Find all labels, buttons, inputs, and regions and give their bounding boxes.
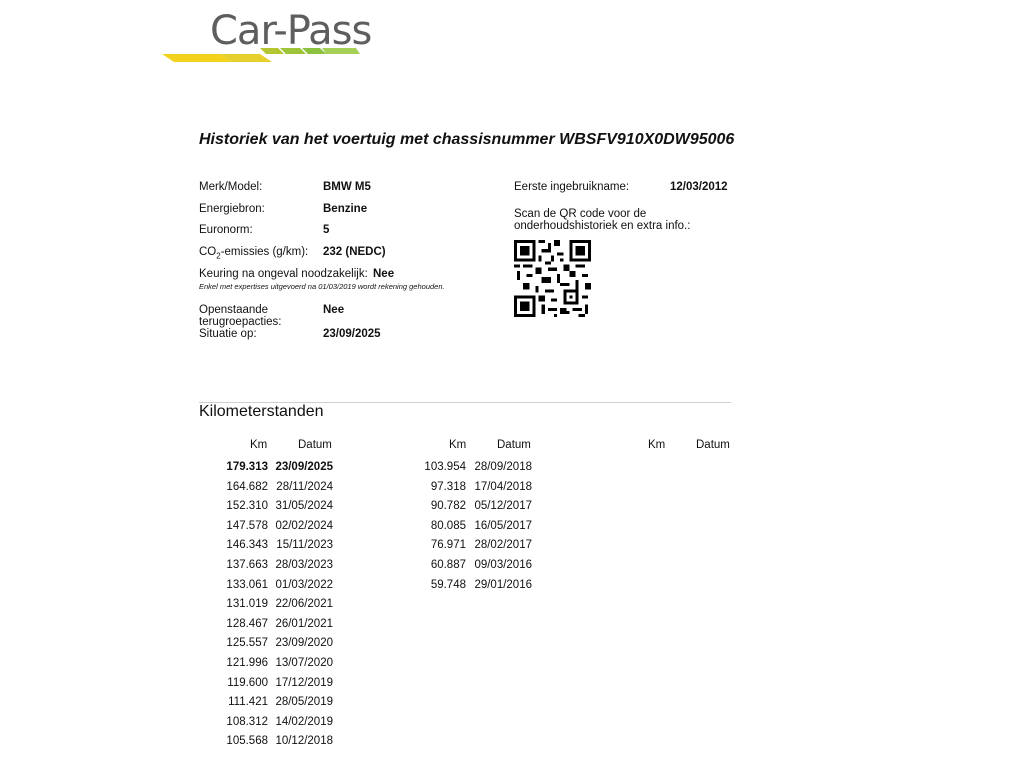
km-value: 133.061	[226, 578, 268, 591]
km-value: 59.748	[430, 578, 466, 591]
accident-label: Keuring na ongeval noodzakelijk:	[199, 268, 368, 280]
km-date: 17/12/2019	[275, 676, 333, 689]
km-date: 01/03/2022	[275, 578, 333, 591]
logo-text: Car-Pass	[210, 8, 372, 54]
km-value: 164.682	[226, 480, 268, 493]
km-value: 80.085	[430, 519, 466, 532]
km-value: 90.782	[430, 500, 466, 513]
km-value: 152.310	[226, 500, 268, 513]
km-date: 28/03/2023	[275, 559, 333, 571]
accident-value: Nee	[373, 268, 395, 280]
km-date: 14/02/2019	[275, 715, 333, 728]
recall-value: Nee	[323, 304, 345, 316]
km-date: 26/01/2021	[275, 617, 333, 630]
km-value: 131.019	[226, 598, 268, 611]
km-value: 121.996	[226, 657, 268, 669]
km-value: 105.568	[226, 735, 268, 748]
km-value: 147.578	[226, 519, 268, 532]
km-section-title: Kilometerstanden	[199, 403, 324, 420]
col1-km-header: Km	[250, 439, 268, 451]
km-date: 09/03/2016	[474, 559, 532, 571]
col3-date-header: Datum	[696, 439, 730, 451]
col1-date-header: Datum	[298, 439, 332, 451]
col3-km-header: Km	[648, 439, 666, 451]
km-date: 15/11/2023	[276, 539, 333, 552]
km-date: 29/01/2016	[474, 578, 532, 591]
km-date: 22/06/2021	[275, 598, 333, 611]
make-model-value: BMW M5	[323, 181, 371, 193]
km-date: 13/07/2020	[275, 657, 333, 669]
km-value: 97.318	[430, 480, 466, 493]
energy-value: Benzine	[323, 203, 368, 215]
km-value: 111.421	[228, 696, 268, 709]
km-date: 23/09/2025	[275, 461, 333, 473]
page-title: Historiek van het voertuig met chassisnummer WBSFV910X0DW95006	[199, 131, 735, 148]
co2-value: 232 (NEDC)	[323, 246, 386, 258]
km-date: 28/05/2019	[275, 696, 333, 709]
km-value: 119.600	[227, 676, 268, 689]
situation-value: 23/09/2025	[323, 328, 381, 340]
situation-label: Situatie op:	[199, 328, 257, 340]
km-value: 179.313	[226, 461, 268, 473]
first-registration-value: 12/03/2012	[670, 181, 728, 193]
euronorm-value: 5	[323, 224, 330, 236]
km-value: 60.887	[430, 559, 466, 571]
accident-note: Enkel met expertises uitgevoerd na 01/03/2019 wordt rekening gehouden.	[199, 282, 445, 291]
km-value: 76.971	[430, 539, 466, 552]
col2-km-header: Km	[449, 439, 467, 451]
recall-label-1: Openstaande	[199, 304, 269, 316]
km-date: 28/11/2024	[276, 480, 333, 493]
first-registration-label: Eerste ingebruikname:	[514, 181, 630, 193]
km-value: 125.557	[226, 637, 268, 650]
km-date: 02/02/2024	[275, 519, 333, 532]
euronorm-label: Euronorm:	[199, 224, 253, 236]
km-date: 23/09/2020	[275, 637, 333, 650]
recall-label-2: terugroepacties:	[199, 316, 282, 328]
km-value: 128.467	[226, 617, 268, 630]
km-date: 17/04/2018	[474, 480, 532, 493]
co2-label: $CO_2$-emissies (g/km):	[199, 246, 309, 261]
km-value: 137.663	[226, 559, 268, 571]
make-model-label: Merk/Model:	[199, 181, 263, 193]
qr-code[interactable]	[514, 240, 591, 317]
km-date: 16/05/2017	[474, 519, 532, 532]
km-date: 05/12/2017	[474, 500, 532, 513]
car-pass-logo	[160, 8, 372, 68]
km-date: 28/02/2017	[474, 539, 532, 552]
energy-label: Energiebron:	[199, 203, 265, 215]
km-date: 28/09/2018	[474, 461, 532, 473]
km-date: 10/12/2018	[275, 735, 333, 748]
km-value: 146.343	[226, 539, 268, 552]
col2-date-header: Datum	[497, 439, 531, 451]
km-value: 103.954	[424, 461, 466, 473]
qr-instruction: Scan de QR code voor de onderhoudshistoriek en extra info.:	[514, 208, 691, 232]
km-value: 108.312	[226, 715, 268, 728]
km-date: 31/05/2024	[275, 500, 333, 513]
